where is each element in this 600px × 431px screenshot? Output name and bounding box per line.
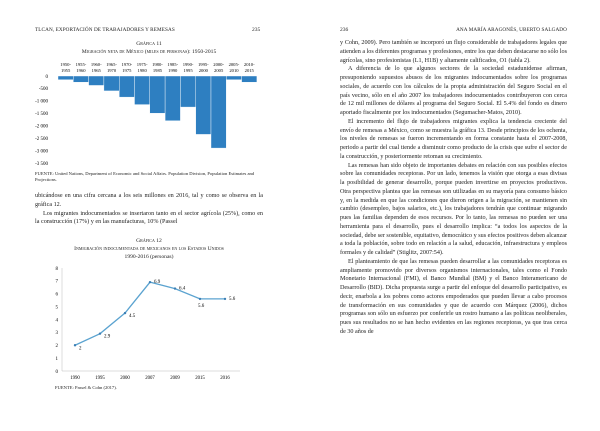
paragraph: Las remesas han sido objeto de importantes debates en relación con sus posibles efectos sobre las comunidades receptoras. Por un lado, tenemos la visión que otorga a esas divisas la posibilidad de generar desarrollo, porque pueden invertirse en proyectos productivos. Otra perspectiva plantea que las remesas son utilizadas en su mayoría para consumo básico y, en la medida en que las condiciones que dieron origen a la migración, se mantienen sin cambio (desempleo, bajos salarios, etc.), los trabajadores tendrán que continuar migrando pues las familias dependen de esos recursos. Por lo tanto, las remesas no pueden ser una herramienta para el desarrollo, pues el desarrollo implica: “a todos los aspectos de la sociedad, debe ser sostenible, equitativo, democrático y sus efectos positivos deben alcanzar a toda la población, sobre todo en relación a la salud, educación, infraestructura y empleos formales y de calidad” (Stiglitz, 2007:54). xyxy=(340,162,567,256)
x-tick-label: 1965 xyxy=(91,68,101,73)
bar xyxy=(165,76,180,121)
data-label: 6.4 xyxy=(179,286,186,292)
x-tick-label: 1960- xyxy=(90,62,102,67)
y-tick-label: -500 xyxy=(38,87,48,93)
paragraph: El incremento del flujo de trabajadores migrantes explica la tendencia creciente del envío de remesas a México, como se muestra la gráfica 13. Desde principios de los ochenta, los niveles de remesas se fueron incrementando en forma constante hasta el 2007-2008, periodo a partir del cual tiende a disminuir como producto de la crisis que sufre el sector de la construcción, y posteriormente retoman su crecimiento. xyxy=(340,118,567,160)
y-tick-label: 1 xyxy=(55,356,58,362)
y-tick-label: 7 xyxy=(55,279,58,285)
data-point xyxy=(74,344,76,346)
x-tick-label: 2005- xyxy=(228,62,240,67)
x-tick-label: 1990 xyxy=(168,68,178,73)
right-body-text xyxy=(340,39,567,337)
data-label: 4.5 xyxy=(129,314,136,320)
y-tick-label: 0 xyxy=(45,74,48,80)
y-tick-label: 3 xyxy=(55,331,58,337)
x-tick-label: 1985- xyxy=(167,62,179,67)
x-tick-label: 2000 xyxy=(198,68,208,73)
line-chart-undocumented xyxy=(0,260,300,390)
paragraph: Los migrantes indocumentados se insertaron tanto en el sector agrícola (25%), como en la construcción (17%) y en las manufacturas, 10% (Passel xyxy=(35,210,263,226)
x-tick-label: 2007 xyxy=(145,376,155,381)
figure-11-title: Migración neta de México (miles de personas): 1950-2015 xyxy=(81,49,217,55)
x-tick-label: 1990 xyxy=(70,376,80,381)
x-tick-label: 1995 xyxy=(95,376,105,381)
x-tick-label: 1975 xyxy=(122,68,132,73)
bar xyxy=(135,76,150,105)
x-tick-label: 1950- xyxy=(60,62,72,67)
x-tick-label: 1970- xyxy=(121,62,133,67)
x-tick-label: 1955- xyxy=(75,62,87,67)
figure-12-title: Inmigración indocumentada de mexicanos en los Estados Unidos xyxy=(74,246,224,252)
data-label: 5.6 xyxy=(229,296,236,302)
bar xyxy=(104,76,119,91)
y-tick-label: 4 xyxy=(55,318,58,324)
y-tick-label: -1 500 xyxy=(35,112,48,118)
y-tick-label: -2 500 xyxy=(35,136,48,142)
data-point xyxy=(124,312,126,314)
bar xyxy=(73,76,88,82)
y-tick-label: -3 500 xyxy=(35,161,48,167)
data-label: 2.9 xyxy=(104,334,111,340)
bar xyxy=(242,76,257,82)
x-tick-label: 1965- xyxy=(106,62,117,67)
x-tick-label: 1995 xyxy=(183,68,193,73)
x-tick-label: 2015 xyxy=(195,376,205,381)
figure-12-label: Gráfica 12 xyxy=(136,238,162,244)
page-number: 235 xyxy=(252,27,261,33)
y-tick-label: -1 000 xyxy=(35,99,48,105)
x-tick-label: 1955 xyxy=(61,68,71,73)
data-point xyxy=(174,287,176,289)
bar xyxy=(58,76,73,80)
x-tick-label: 1990- xyxy=(182,62,194,67)
right-page xyxy=(300,0,600,431)
x-tick-label: 2010 xyxy=(229,68,239,73)
y-tick-label: 8 xyxy=(55,266,58,272)
y-tick-label: 0 xyxy=(55,369,58,375)
bar xyxy=(196,76,211,134)
figure-11-label: Gráfica 11 xyxy=(136,41,162,47)
x-tick-label: 2000- xyxy=(213,62,225,67)
x-tick-label: 2016 xyxy=(220,376,230,381)
x-tick-label: 2009 xyxy=(170,376,180,381)
x-tick-label: 1980- xyxy=(152,62,163,67)
running-header: ANA MARÍA ARAGONÉS, UBERTO SALGADO xyxy=(456,27,567,33)
x-tick-label: 2005 xyxy=(214,68,224,73)
paragraph: A diferencia de lo que algunos sectores de la sociedad estadunidense afirman, presuponiendo supuestos abusos de los migrantes indocumentados sobre los programas sociales, de acuerdo con los cálculos de la propia administración del Seguro Social en el país vecino, sólo en el año 2007 los trabajadores indocumentados contribuyeron con cerca de 12 mil millones de dólares al programa del Seguro Social. El 5.4% del fondo es dinero aportado fiscalmente por los indocumentados (Segumacher-Matos, 2010). xyxy=(340,66,567,116)
data-label: 2 xyxy=(79,346,82,352)
y-tick-label: -3 000 xyxy=(35,149,48,155)
bar xyxy=(211,76,226,148)
x-tick-label: 1960 xyxy=(76,68,86,73)
data-point xyxy=(199,298,201,300)
bar xyxy=(150,76,165,113)
bar xyxy=(119,76,134,97)
x-tick-label: 2010- xyxy=(243,62,255,67)
bar xyxy=(226,76,241,80)
x-tick-label: 2000 xyxy=(120,376,130,381)
paragraph: y Cohn, 2009). Pero también se incorporó un flujo considerable de trabajadores legales que atienden a los diferentes programas y profesiones, entre los que deben destacarse no sólo los agrícolas, sino profesionistas (L1, H1B) y altamente calificados, O1 (tabla 2). xyxy=(340,40,567,64)
paragraph: ubicándose en una cifra cercana a los seis millones en 2016, tal y como se observa en la gráfica 12. xyxy=(35,193,263,208)
series-line xyxy=(75,282,225,345)
data-point xyxy=(149,281,151,283)
x-tick-label: 1975- xyxy=(136,62,148,67)
y-tick-label: 6 xyxy=(55,292,58,298)
bar-chart-net-migration xyxy=(0,0,300,170)
data-label: 6.9 xyxy=(154,280,161,286)
data-point xyxy=(224,298,226,300)
data-label: 5.6 xyxy=(198,303,205,309)
page-number: 236 xyxy=(340,27,349,33)
y-tick-label: 2 xyxy=(55,344,58,350)
x-tick-label: 1995- xyxy=(197,62,209,67)
figure-11-source: FUENTE: United Nations, Department of Economic and Social Affairs. Population Division, Population Estimates and Projections. xyxy=(35,171,255,183)
x-tick-label: 1985 xyxy=(152,68,163,73)
y-tick-label: -2 000 xyxy=(35,124,48,130)
figure-12-subtitle: 1990-2016 (personas) xyxy=(124,254,174,260)
x-tick-label: 2015 xyxy=(244,68,254,73)
x-tick-label: 1970 xyxy=(106,68,117,73)
running-header: TLCAN, EXPORTACIÓN DE TRABAJADORES Y REMESAS xyxy=(35,27,175,33)
bar xyxy=(180,76,195,107)
paragraph: El planteamiento de que las remesas pueden desarrollar a las comunidades receptoras es ampliamente promovido por diversos organismos internacionales, tales como el Fondo Monetario Internacional (FMI), el Banco Mundial (BM) y el Banco Interamericano de Desarrollo (BID). Dicha propuesta surge a partir del enfoque del desarrollo participativo, es decir, enarbola a los pobres como actores empoderados que pueden llevar a cabo procesos de transformación en sus comunidades y que de acuerdo con Márquez (2006), dichos programas son sólo un esfuerzo por conferirle un rostro humano a las políticas neoliberales, pues sus resultados no se han hecho evidentes en las regiones receptoras, ya que tras cerca de 30 años de xyxy=(340,258,567,335)
data-point xyxy=(99,332,101,334)
bar xyxy=(89,76,104,85)
y-tick-label: 5 xyxy=(55,305,58,311)
left-body-text xyxy=(35,192,263,227)
x-tick-label: 1980 xyxy=(137,68,147,73)
figure-12-source: FUENTE: Passel & Cohn (2017). xyxy=(55,385,117,390)
